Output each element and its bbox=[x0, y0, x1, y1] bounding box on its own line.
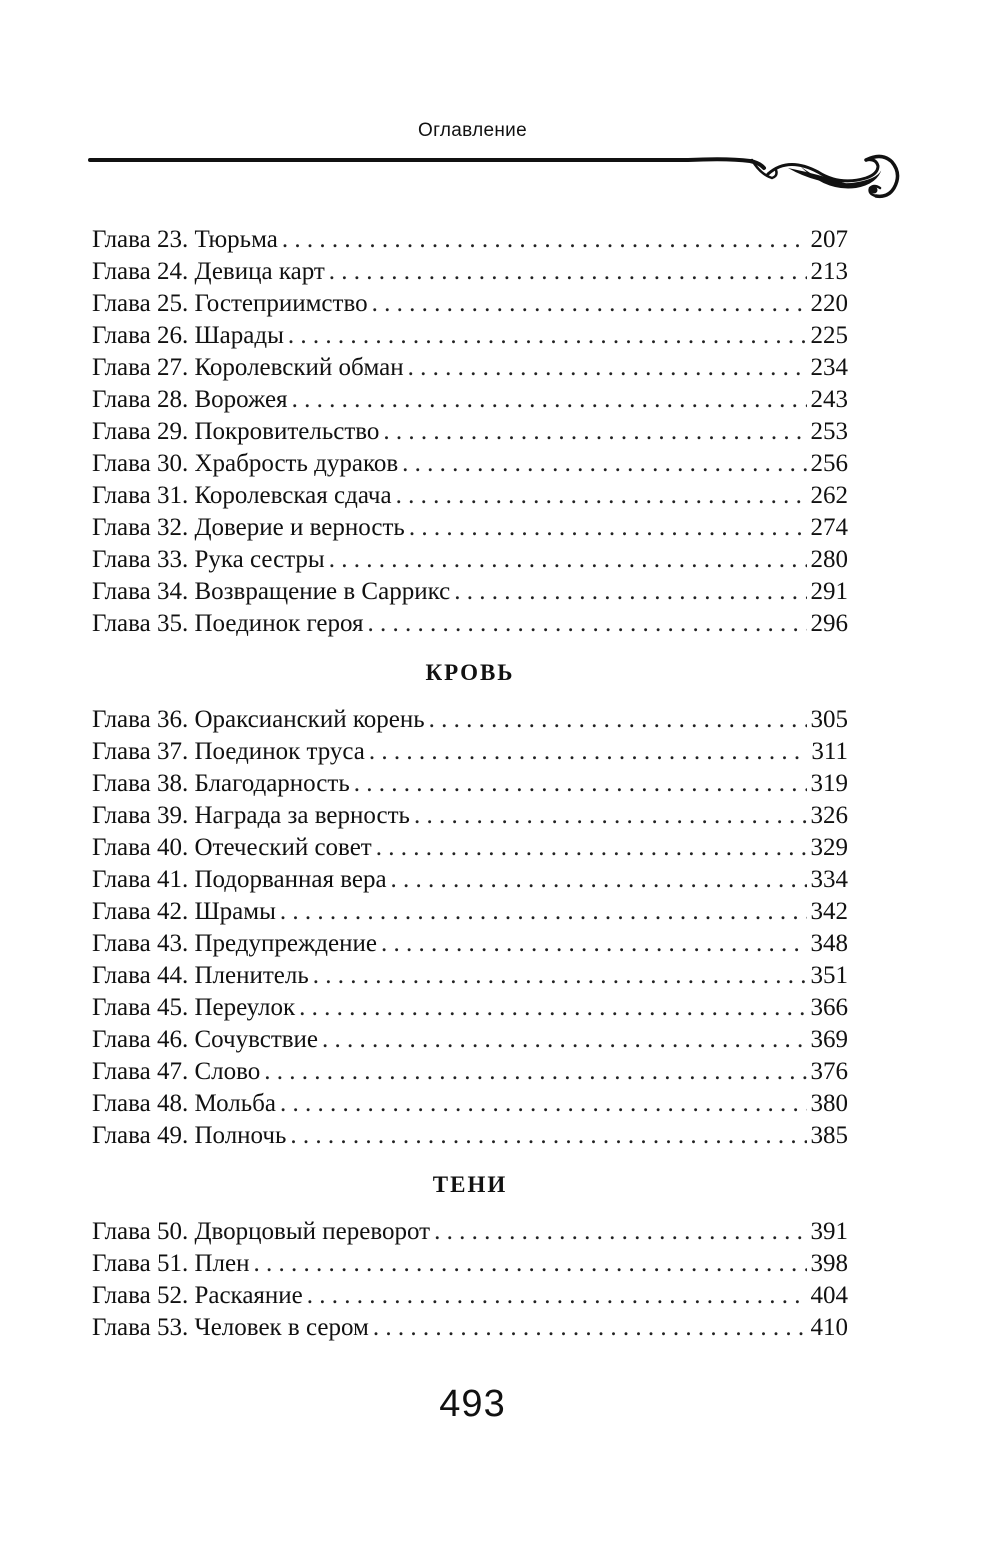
toc-page: 274 bbox=[810, 514, 848, 541]
table-of-contents bbox=[92, 224, 848, 1344]
toc-page: 376 bbox=[810, 1058, 848, 1085]
dot-leader bbox=[429, 704, 807, 736]
toc-title: Глава 41. Подорванная вера bbox=[92, 866, 387, 893]
toc-row bbox=[92, 1056, 848, 1088]
toc-page: 404 bbox=[810, 1282, 848, 1309]
toc-page: 380 bbox=[810, 1090, 848, 1117]
toc-page: 342 bbox=[810, 898, 848, 925]
toc-row bbox=[92, 1120, 848, 1152]
toc-row bbox=[92, 1312, 848, 1344]
dot-leader bbox=[402, 448, 806, 480]
dot-leader bbox=[264, 1056, 806, 1088]
dot-leader bbox=[409, 512, 807, 544]
dot-leader bbox=[290, 1120, 806, 1152]
toc-page: 334 bbox=[810, 866, 848, 893]
toc-title: Глава 38. Благодарность bbox=[92, 770, 350, 797]
toc-title: Глава 39. Награда за верность bbox=[92, 802, 410, 829]
toc-row bbox=[92, 832, 848, 864]
toc-page: 305 bbox=[810, 706, 848, 733]
toc-title: Глава 51. Плен bbox=[92, 1250, 250, 1277]
toc-row bbox=[92, 800, 848, 832]
toc-row bbox=[92, 352, 848, 384]
toc-row bbox=[92, 448, 848, 480]
toc-title: Глава 40. Отеческий совет bbox=[92, 834, 372, 861]
toc-title: Глава 31. Королевская сдача bbox=[92, 482, 392, 509]
toc-row bbox=[92, 224, 848, 256]
toc-row bbox=[92, 1280, 848, 1312]
toc-page: 234 bbox=[810, 354, 848, 381]
toc-title: Глава 44. Пленитель bbox=[92, 962, 309, 989]
dot-leader bbox=[313, 960, 807, 992]
toc-row bbox=[92, 512, 848, 544]
toc-page: 220 bbox=[810, 290, 848, 317]
toc-page: 385 bbox=[810, 1122, 848, 1149]
toc-page: 225 bbox=[810, 322, 848, 349]
dot-leader bbox=[292, 384, 807, 416]
dot-leader bbox=[383, 416, 806, 448]
dot-leader bbox=[282, 224, 807, 256]
toc-title: Глава 53. Человек в сером bbox=[92, 1314, 369, 1341]
toc-page: 213 bbox=[810, 258, 848, 285]
toc-title: Глава 28. Ворожея bbox=[92, 386, 288, 413]
dot-leader bbox=[280, 896, 807, 928]
toc-row bbox=[92, 1248, 848, 1280]
toc-row bbox=[92, 864, 848, 896]
toc-title: Глава 29. Покровительство bbox=[92, 418, 380, 445]
toc-title: Глава 30. Храбрость дураков bbox=[92, 450, 399, 477]
toc-title: Глава 32. Доверие и верность bbox=[92, 514, 405, 541]
dot-leader bbox=[372, 288, 807, 320]
toc-title: Глава 35. Поединок героя bbox=[92, 610, 364, 637]
toc-title: Глава 33. Рука сестры bbox=[92, 546, 325, 573]
toc-page: 410 bbox=[810, 1314, 848, 1341]
running-head: Оглавление bbox=[418, 120, 527, 141]
toc-title: Глава 49. Полночь bbox=[92, 1122, 287, 1149]
toc-page: 326 bbox=[810, 802, 848, 829]
toc-row bbox=[92, 736, 848, 768]
toc-page: 291 bbox=[810, 578, 848, 605]
toc-page: 262 bbox=[810, 482, 848, 509]
toc-page: 391 bbox=[810, 1218, 848, 1245]
toc-page: 256 bbox=[810, 450, 848, 477]
dot-leader bbox=[280, 1088, 807, 1120]
dot-leader bbox=[322, 1024, 806, 1056]
toc-row bbox=[92, 384, 848, 416]
toc-title: Глава 24. Девица карт bbox=[92, 258, 325, 285]
toc-title: Глава 27. Королевский обман bbox=[92, 354, 404, 381]
toc-row bbox=[92, 1216, 848, 1248]
toc-group-1 bbox=[92, 224, 848, 640]
toc-row bbox=[92, 768, 848, 800]
dot-leader bbox=[373, 1312, 807, 1344]
toc-page: 348 bbox=[810, 930, 848, 957]
dot-leader bbox=[381, 928, 807, 960]
toc-row bbox=[92, 1088, 848, 1120]
toc-title: Глава 36. Ораксианский корень bbox=[92, 706, 425, 733]
toc-row bbox=[92, 960, 848, 992]
toc-title: Глава 46. Сочувствие bbox=[92, 1026, 319, 1053]
section-heading-shadows: ТЕНИ bbox=[432, 1172, 508, 1197]
toc-row bbox=[92, 896, 848, 928]
toc-row bbox=[92, 544, 848, 576]
dot-leader bbox=[369, 736, 808, 768]
dot-leader bbox=[288, 320, 807, 352]
toc-page: 207 bbox=[810, 226, 848, 253]
dot-leader bbox=[434, 1216, 806, 1248]
toc-title: Глава 23. Тюрьма bbox=[92, 226, 278, 253]
dot-leader bbox=[307, 1280, 807, 1312]
toc-title: Глава 43. Предупреждение bbox=[92, 930, 377, 957]
toc-title: Глава 37. Поединок труса bbox=[92, 738, 365, 765]
toc-title: Глава 48. Мольба bbox=[92, 1090, 276, 1117]
dot-leader bbox=[329, 256, 807, 288]
dot-leader bbox=[376, 832, 807, 864]
toc-page: 280 bbox=[810, 546, 848, 573]
flourish-rule-icon bbox=[88, 148, 908, 208]
toc-row bbox=[92, 992, 848, 1024]
dot-leader bbox=[391, 864, 807, 896]
dot-leader bbox=[408, 352, 807, 384]
dot-leader bbox=[414, 800, 807, 832]
dot-leader bbox=[253, 1248, 806, 1280]
toc-title: Глава 50. Дворцовый переворот bbox=[92, 1218, 431, 1245]
dot-leader bbox=[454, 576, 806, 608]
toc-page: 243 bbox=[810, 386, 848, 413]
toc-group-2 bbox=[92, 704, 848, 1152]
toc-page: 319 bbox=[810, 770, 848, 797]
toc-row bbox=[92, 1024, 848, 1056]
toc-row bbox=[92, 256, 848, 288]
page-number: 493 bbox=[439, 1383, 506, 1425]
toc-group-3 bbox=[92, 1216, 848, 1344]
toc-title: Глава 34. Возвращение в Саррикс bbox=[92, 578, 451, 605]
toc-page: 329 bbox=[810, 834, 848, 861]
toc-page: 253 bbox=[810, 418, 848, 445]
toc-title: Глава 47. Слово bbox=[92, 1058, 261, 1085]
toc-row bbox=[92, 480, 848, 512]
dot-leader bbox=[354, 768, 807, 800]
toc-title: Глава 45. Переулок bbox=[92, 994, 296, 1021]
toc-row bbox=[92, 320, 848, 352]
toc-title: Глава 42. Шрамы bbox=[92, 898, 276, 925]
toc-row bbox=[92, 416, 848, 448]
toc-page: 351 bbox=[810, 962, 848, 989]
toc-title: Глава 52. Раскаяние bbox=[92, 1282, 303, 1309]
section-heading-blood: КРОВЬ bbox=[425, 660, 515, 685]
toc-page: 311 bbox=[811, 738, 848, 765]
toc-row bbox=[92, 576, 848, 608]
toc-row bbox=[92, 608, 848, 640]
toc-page: 296 bbox=[810, 610, 848, 637]
toc-title: Глава 26. Шарады bbox=[92, 322, 284, 349]
toc-row bbox=[92, 928, 848, 960]
toc-page: 398 bbox=[810, 1250, 848, 1277]
toc-page: 366 bbox=[810, 994, 848, 1021]
toc-page: 369 bbox=[810, 1026, 848, 1053]
dot-leader bbox=[329, 544, 807, 576]
dot-leader bbox=[396, 480, 807, 512]
toc-row bbox=[92, 288, 848, 320]
toc-title: Глава 25. Гостеприимство bbox=[92, 290, 368, 317]
toc-row bbox=[92, 704, 848, 736]
dot-leader bbox=[299, 992, 806, 1024]
dot-leader bbox=[368, 608, 807, 640]
